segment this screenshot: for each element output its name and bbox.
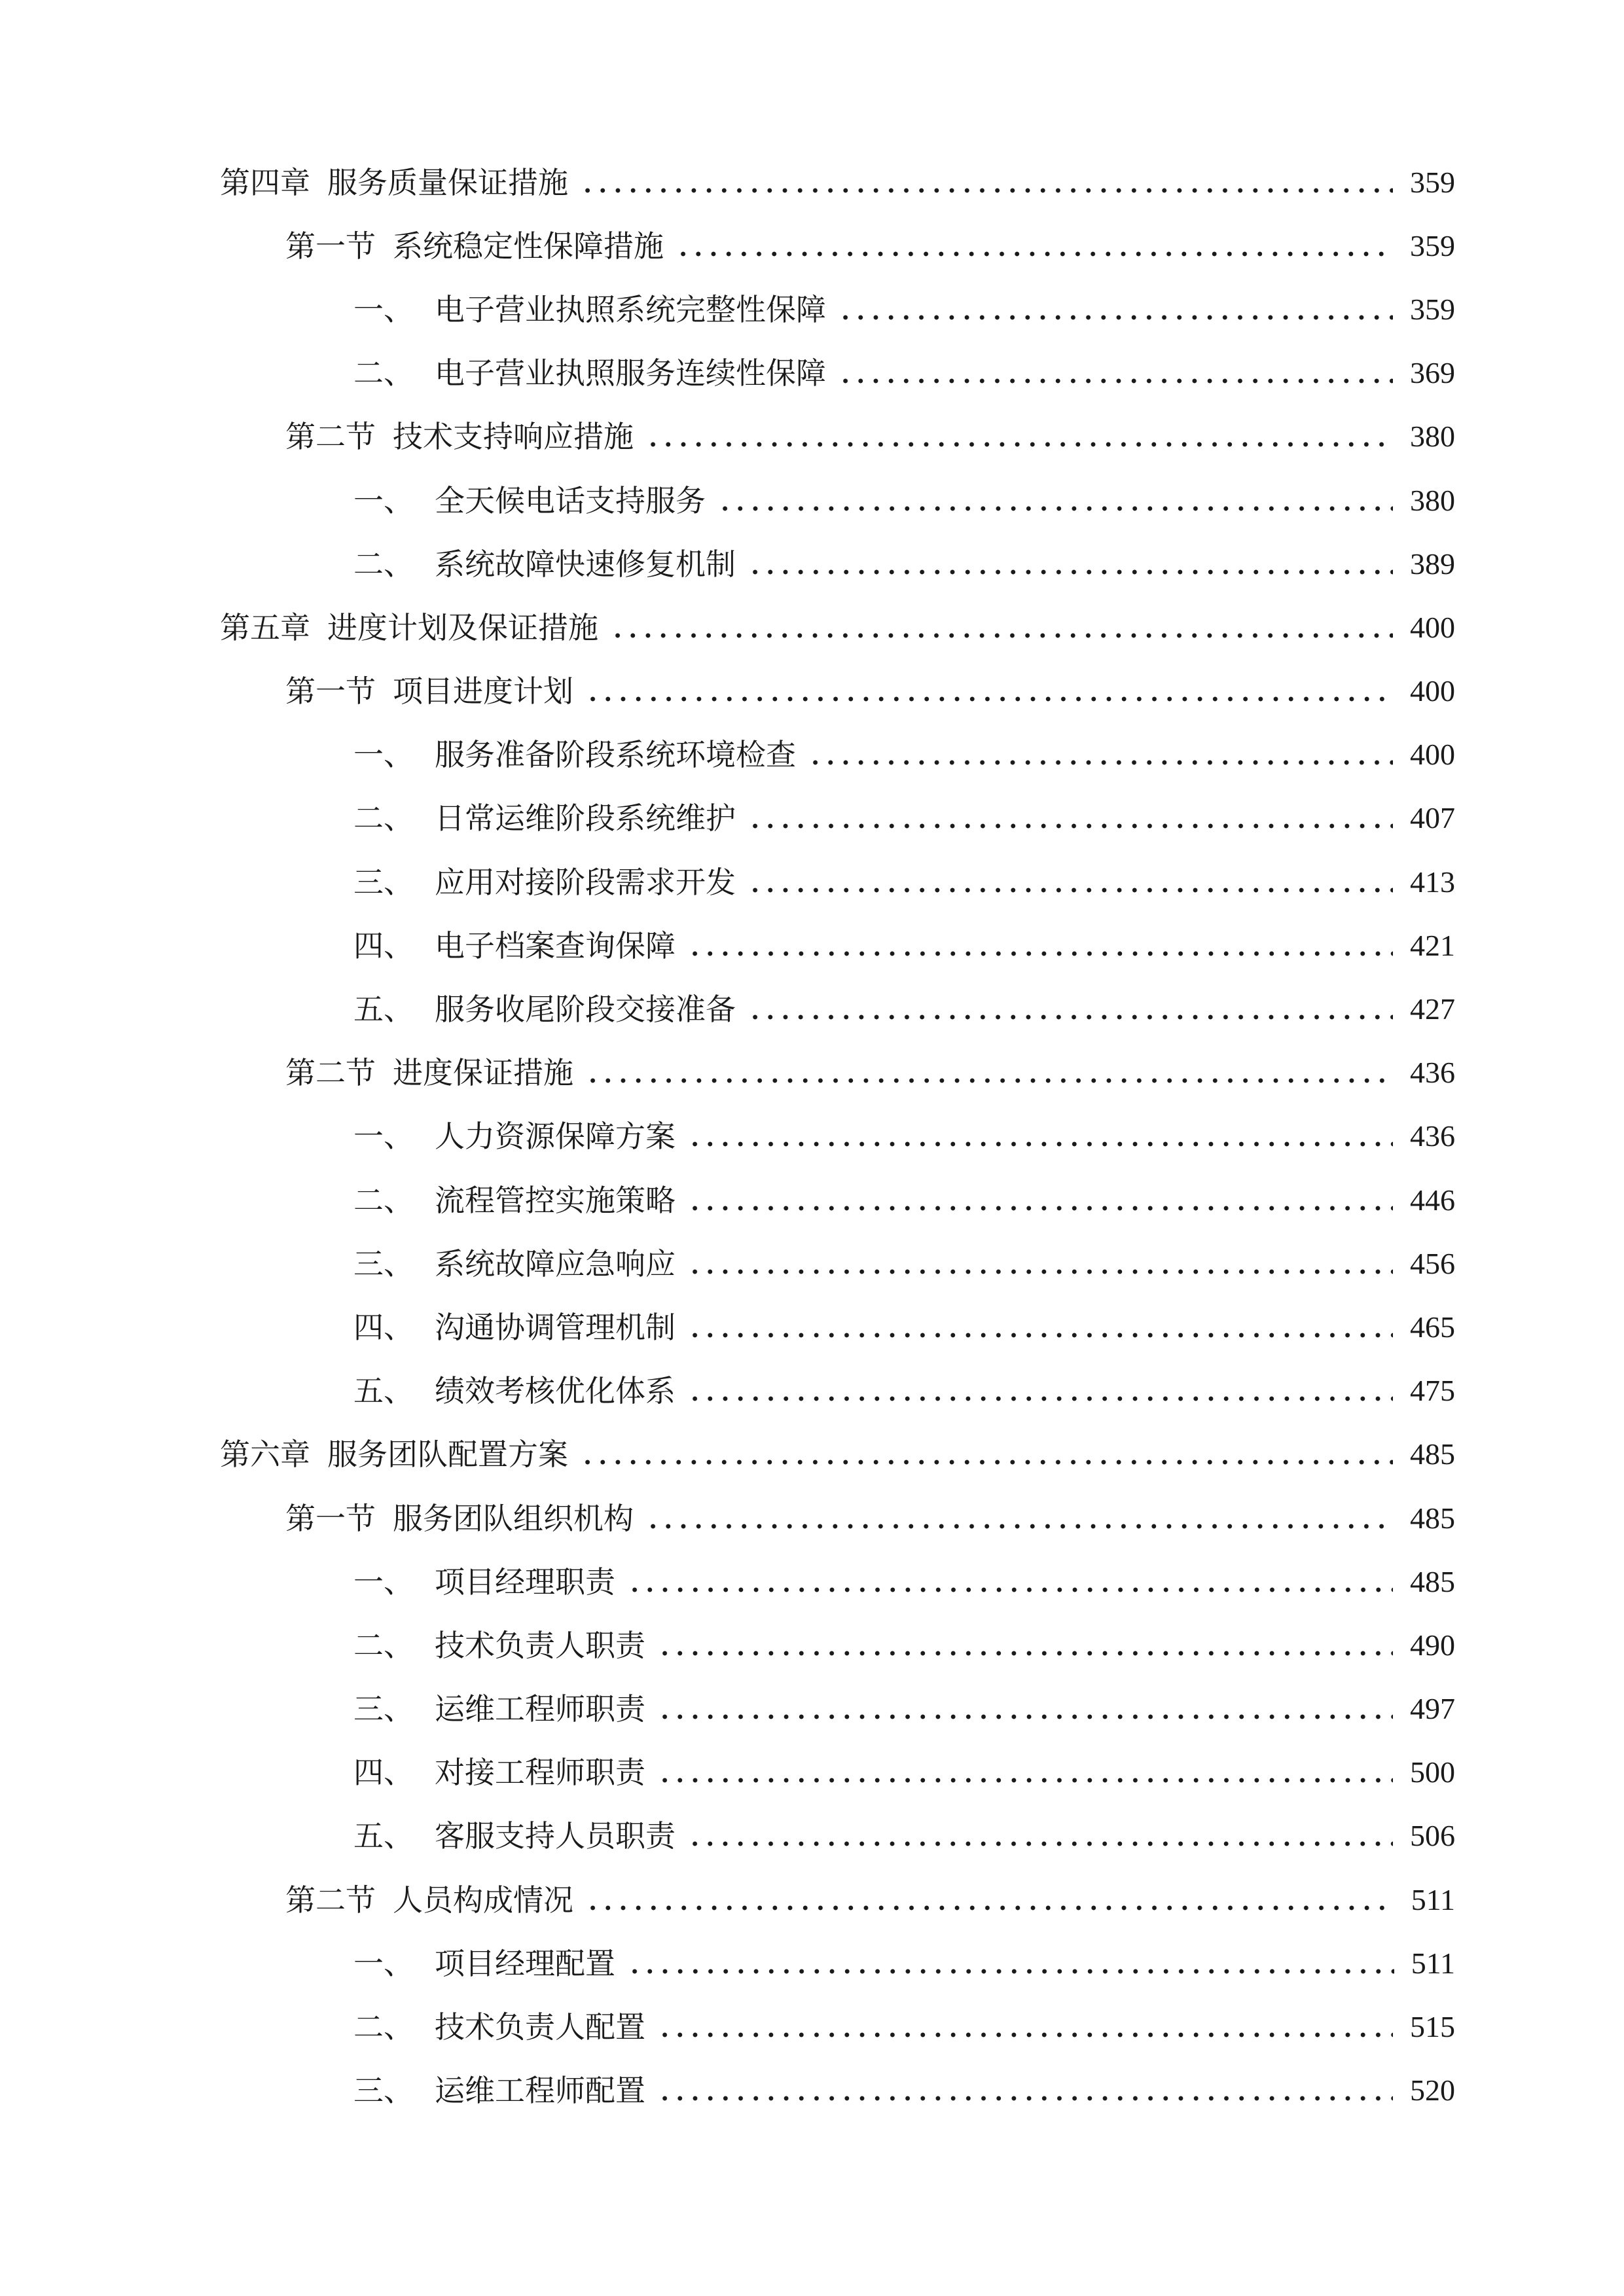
toc-entry-title: 全天候电话支持服务 bbox=[435, 482, 706, 518]
toc-page-number: 407 bbox=[1410, 801, 1455, 835]
toc-entry-number: 三、 bbox=[353, 1246, 414, 1282]
toc-entry-title: 电子营业执照服务连续性保障 bbox=[435, 355, 826, 391]
toc-entry-title: 客服支持人员职责 bbox=[435, 1818, 676, 1854]
dot-leader bbox=[610, 632, 1393, 639]
toc-entry-number: 第一节 bbox=[285, 673, 376, 709]
toc-page-number: 359 bbox=[1410, 292, 1455, 326]
toc-page-number: 400 bbox=[1410, 738, 1455, 772]
toc-entry-title: 项目经理配置 bbox=[435, 1945, 615, 1981]
toc-entry-title: 流程管控实施策略 bbox=[435, 1182, 676, 1218]
dot-leader bbox=[687, 1268, 1393, 1275]
toc-entry-title: 进度保证措施 bbox=[393, 1055, 573, 1091]
toc-section-row[interactable] bbox=[0, 660, 1624, 723]
toc-subsection-row[interactable] bbox=[0, 1804, 1624, 1868]
toc-entry bbox=[353, 1232, 1455, 1295]
dot-leader bbox=[838, 378, 1393, 384]
dot-leader bbox=[748, 1014, 1393, 1020]
toc-section-row[interactable] bbox=[0, 1486, 1624, 1550]
toc-entry-title: 技术负责人配置 bbox=[435, 2009, 645, 2045]
toc-entry-title: 运维工程师职责 bbox=[435, 1691, 645, 1727]
dot-leader bbox=[687, 1205, 1393, 1211]
toc-page-number: 465 bbox=[1410, 1310, 1455, 1344]
toc-page-number: 436 bbox=[1410, 1119, 1455, 1153]
toc-page-number: 427 bbox=[1410, 992, 1455, 1026]
toc-entry-title: 应用对接阶段需求开发 bbox=[435, 864, 736, 900]
toc-page-number: 359 bbox=[1410, 165, 1455, 199]
toc-subsection-row[interactable] bbox=[0, 342, 1624, 405]
toc-entry bbox=[285, 214, 1455, 278]
toc-page-number: 389 bbox=[1410, 547, 1455, 581]
toc-entry-number: 三、 bbox=[353, 1691, 414, 1727]
toc-entry bbox=[220, 596, 1455, 659]
toc-page-number: 456 bbox=[1410, 1246, 1455, 1280]
table-of-contents bbox=[0, 151, 1624, 2123]
toc-entry-number: 二、 bbox=[353, 800, 414, 836]
toc-entry bbox=[285, 405, 1455, 469]
toc-entry bbox=[353, 1295, 1455, 1359]
toc-subsection-row[interactable] bbox=[0, 1105, 1624, 1168]
dot-leader bbox=[687, 1332, 1393, 1338]
toc-entry bbox=[353, 1741, 1455, 1804]
toc-entry-number: 二、 bbox=[353, 546, 414, 582]
toc-page-number: 490 bbox=[1410, 1628, 1455, 1662]
toc-entry bbox=[353, 850, 1455, 914]
toc-page-number: 485 bbox=[1410, 1564, 1455, 1598]
toc-entry-number: 第二节 bbox=[285, 419, 376, 455]
dot-leader bbox=[717, 505, 1393, 512]
toc-page-number: 359 bbox=[1410, 228, 1455, 262]
dot-leader bbox=[627, 1587, 1393, 1593]
toc-subsection-row[interactable] bbox=[0, 1550, 1624, 1613]
toc-entry-title: 对接工程师职责 bbox=[435, 1755, 645, 1791]
toc-page-number: 500 bbox=[1410, 1755, 1455, 1789]
toc-entry-title: 技术支持响应措施 bbox=[393, 419, 634, 455]
dot-leader bbox=[687, 1141, 1393, 1147]
toc-entry bbox=[285, 1868, 1455, 1931]
toc-entry-title: 服务准备阶段系统环境检查 bbox=[435, 737, 796, 773]
toc-page-number: 485 bbox=[1410, 1501, 1455, 1535]
dot-leader bbox=[657, 1650, 1393, 1657]
toc-page-number: 436 bbox=[1410, 1056, 1455, 1090]
toc-entry-number: 五、 bbox=[353, 1373, 414, 1409]
dot-leader bbox=[748, 823, 1393, 829]
dot-leader bbox=[838, 314, 1393, 321]
toc-entry-title: 技术负责人职责 bbox=[435, 1627, 645, 1663]
toc-section-row[interactable] bbox=[0, 214, 1624, 278]
toc-entry-number: 第二节 bbox=[285, 1055, 376, 1091]
dot-leader bbox=[657, 2032, 1393, 2038]
toc-entry bbox=[220, 151, 1455, 214]
toc-entry-number: 第一节 bbox=[285, 228, 376, 264]
toc-entry-title: 绩效考核优化体系 bbox=[435, 1373, 676, 1409]
dot-leader bbox=[645, 441, 1393, 448]
toc-entry-number: 二、 bbox=[353, 2009, 414, 2045]
toc-entry bbox=[353, 278, 1455, 341]
toc-entry-number: 第四章 bbox=[220, 164, 310, 200]
toc-entry bbox=[353, 1359, 1455, 1423]
toc-subsection-row[interactable] bbox=[0, 1677, 1624, 1741]
toc-page-number: 506 bbox=[1410, 1819, 1455, 1853]
toc-entry-number: 一、 bbox=[353, 1945, 414, 1981]
toc-entry bbox=[353, 977, 1455, 1041]
toc-entry-title: 电子营业执照系统完整性保障 bbox=[435, 291, 826, 327]
toc-subsection-row[interactable] bbox=[0, 977, 1624, 1041]
toc-entry-title: 服务收尾阶段交接准备 bbox=[435, 992, 736, 1028]
toc-entry-title: 沟通协调管理机制 bbox=[435, 1309, 676, 1345]
toc-chapter-row[interactable] bbox=[0, 596, 1624, 659]
toc-entry-title: 服务团队组织机构 bbox=[393, 1500, 634, 1536]
toc-section-row[interactable] bbox=[0, 1868, 1624, 1931]
dot-leader bbox=[645, 1523, 1393, 1530]
dot-leader bbox=[657, 1777, 1393, 1784]
dot-leader bbox=[580, 1459, 1393, 1465]
toc-chapter-row[interactable] bbox=[0, 1423, 1624, 1486]
toc-subsection-row[interactable] bbox=[0, 850, 1624, 914]
toc-entry-title: 服务团队配置方案 bbox=[327, 1437, 568, 1473]
toc-entry-title: 系统稳定性保障措施 bbox=[393, 228, 664, 264]
toc-entry bbox=[353, 342, 1455, 405]
dot-leader bbox=[676, 251, 1393, 257]
dot-leader bbox=[585, 1077, 1393, 1084]
toc-entry-title: 运维工程师配置 bbox=[435, 2073, 645, 2109]
toc-entry-number: 第六章 bbox=[220, 1437, 310, 1473]
toc-entry bbox=[353, 723, 1455, 787]
toc-entry bbox=[353, 914, 1455, 977]
toc-entry-title: 服务质量保证措施 bbox=[327, 164, 568, 200]
toc-entry-number: 第五章 bbox=[220, 609, 310, 645]
toc-subsection-row[interactable] bbox=[0, 1995, 1624, 2058]
toc-subsection-row[interactable] bbox=[0, 1359, 1624, 1423]
toc-entry-number: 五、 bbox=[353, 992, 414, 1028]
toc-subsection-row[interactable] bbox=[0, 1613, 1624, 1677]
toc-entry-title: 电子档案查询保障 bbox=[435, 927, 676, 963]
toc-subsection-row[interactable] bbox=[0, 1741, 1624, 1804]
toc-page-number: 511 bbox=[1411, 1946, 1455, 1980]
toc-page-number: 380 bbox=[1410, 483, 1455, 517]
toc-subsection-row[interactable] bbox=[0, 914, 1624, 977]
toc-entry-number: 五、 bbox=[353, 1818, 414, 1854]
toc-page-number: 511 bbox=[1411, 1882, 1455, 1916]
toc-page-number: 380 bbox=[1410, 420, 1455, 454]
toc-entry-number: 三、 bbox=[353, 864, 414, 900]
toc-entry bbox=[353, 787, 1455, 850]
dot-leader bbox=[687, 950, 1393, 957]
toc-section-row[interactable] bbox=[0, 1041, 1624, 1105]
toc-page-number: 446 bbox=[1410, 1183, 1455, 1217]
toc-subsection-row[interactable] bbox=[0, 469, 1624, 532]
toc-entry-number: 一、 bbox=[353, 1564, 414, 1600]
toc-subsection-row[interactable] bbox=[0, 1931, 1624, 1995]
toc-entry-number: 二、 bbox=[353, 355, 414, 391]
toc-entry-title: 进度计划及保证措施 bbox=[327, 609, 598, 645]
toc-entry bbox=[353, 532, 1455, 596]
dot-leader bbox=[687, 1395, 1393, 1402]
toc-entry-number: 第一节 bbox=[285, 1500, 376, 1536]
toc-entry-number: 一、 bbox=[353, 737, 414, 773]
toc-entry bbox=[353, 1168, 1455, 1232]
toc-page-number: 421 bbox=[1410, 928, 1455, 962]
toc-entry-title: 人力资源保障方案 bbox=[435, 1119, 676, 1155]
toc-entry-number: 第二节 bbox=[285, 1882, 376, 1918]
toc-entry-title: 系统故障快速修复机制 bbox=[435, 546, 736, 582]
toc-entry bbox=[353, 1613, 1455, 1677]
toc-subsection-row[interactable] bbox=[0, 787, 1624, 850]
toc-entry bbox=[220, 1423, 1455, 1486]
dot-leader bbox=[657, 1713, 1393, 1720]
dot-leader bbox=[657, 2095, 1393, 2102]
toc-entry-number: 三、 bbox=[353, 2073, 414, 2109]
toc-entry-title: 项目经理职责 bbox=[435, 1564, 615, 1600]
dot-leader bbox=[627, 1968, 1394, 1975]
toc-chapter-row[interactable] bbox=[0, 151, 1624, 214]
toc-subsection-row[interactable] bbox=[0, 532, 1624, 596]
toc-entry bbox=[285, 1041, 1455, 1105]
dot-leader bbox=[808, 759, 1393, 766]
toc-entry bbox=[285, 660, 1455, 723]
toc-entry-number: 四、 bbox=[353, 1755, 414, 1791]
toc-entry bbox=[353, 1995, 1455, 2058]
toc-page-number: 485 bbox=[1410, 1437, 1455, 1471]
dot-leader bbox=[585, 1905, 1394, 1911]
dot-leader bbox=[580, 187, 1393, 194]
toc-entry bbox=[353, 1931, 1455, 1995]
toc-entry bbox=[353, 1550, 1455, 1613]
toc-subsection-row[interactable] bbox=[0, 723, 1624, 787]
toc-page-number: 497 bbox=[1410, 1692, 1455, 1726]
toc-entry-title: 项目进度计划 bbox=[393, 673, 573, 709]
toc-subsection-row[interactable] bbox=[0, 2059, 1624, 2123]
toc-page-number: 369 bbox=[1410, 356, 1455, 390]
toc-subsection-row[interactable] bbox=[0, 1232, 1624, 1295]
toc-page-number: 475 bbox=[1410, 1374, 1455, 1408]
toc-entry-number: 一、 bbox=[353, 291, 414, 327]
toc-page-number: 400 bbox=[1410, 610, 1455, 644]
dot-leader bbox=[687, 1840, 1393, 1847]
toc-entry-title: 人员构成情况 bbox=[393, 1882, 573, 1918]
toc-entry bbox=[285, 1486, 1455, 1550]
toc-entry-number: 四、 bbox=[353, 927, 414, 963]
toc-section-row[interactable] bbox=[0, 405, 1624, 469]
toc-entry-number: 一、 bbox=[353, 1119, 414, 1155]
toc-page-number: 520 bbox=[1410, 2073, 1455, 2108]
toc-entry-number: 一、 bbox=[353, 482, 414, 518]
dot-leader bbox=[748, 887, 1393, 893]
toc-subsection-row[interactable] bbox=[0, 1168, 1624, 1232]
toc-page-number: 413 bbox=[1410, 865, 1455, 899]
toc-entry-title: 系统故障应急响应 bbox=[435, 1246, 676, 1282]
toc-entry bbox=[353, 1677, 1455, 1741]
toc-entry bbox=[353, 469, 1455, 532]
toc-subsection-row[interactable] bbox=[0, 1295, 1624, 1359]
toc-entry bbox=[353, 1804, 1455, 1868]
toc-entry-number: 四、 bbox=[353, 1309, 414, 1345]
toc-entry-number: 二、 bbox=[353, 1627, 414, 1663]
dot-leader bbox=[748, 569, 1393, 575]
toc-page-number: 515 bbox=[1410, 2010, 1455, 2044]
toc-page-number: 400 bbox=[1410, 674, 1455, 708]
toc-entry bbox=[353, 2059, 1455, 2123]
toc-entry bbox=[353, 1105, 1455, 1168]
toc-subsection-row[interactable] bbox=[0, 278, 1624, 341]
toc-entry-number: 二、 bbox=[353, 1182, 414, 1218]
toc-entry-title: 日常运维阶段系统维护 bbox=[435, 800, 736, 836]
dot-leader bbox=[585, 696, 1393, 702]
